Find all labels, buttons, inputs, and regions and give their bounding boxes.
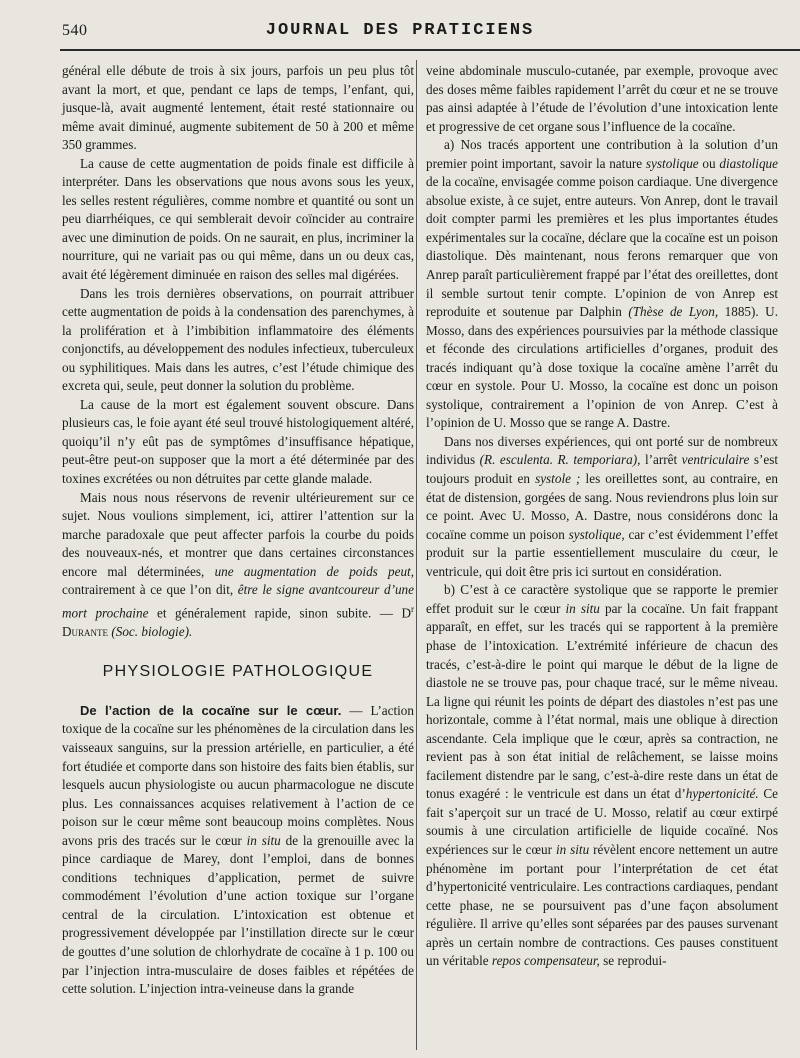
italic-text: ventriculaire [681,452,750,468]
text-run: par la cocaïne. Un fait frappant apparaît, en effet, sur les tracés qui se rapportent à la première phase de l’intoxication. L’extrémité inférieure de chacun des tracés, c’est-à-dire le point qui marque le début de la ligne de diastole ne se trouve pas, pour chaque tracé, sur le même niveau. La ligne qui réunit les points de départ des diastoles n’est pas une horizontale, comme à l’état normal, mais une oblique à direction ascendante. Cela implique que le cœur, après sa contraction, ne revient pas à son état initial de relâchement, se laisse moins facilement distendre par le sang, c’est-à-dire reste dans un état de tonus exagéré : le ventricule est dans un état d’ [426,600,778,802]
paragraph: veine abdominale musculo-cutanée, par exemple, provoque avec des doses même faibles rapidement l’arrêt du cœur et ne se trouve pas ainsi adaptée à l’étude de l’évolution d’une intoxication lente et progressive de cet organe sous l’influence de la cocaïne. [426,63,778,134]
paragraph: Dans les trois dernières observations, on pourrait attribuer cette augmentation de poids à la condensation des parenchymes, à la prolifération et à l’imbibition inflammatoire des éléments conjonctifs, au développement des nodules infectieux, tuberculeux ou syphilitiques. Mais dans les autres, c’est l’étude chimique des excreta qui, seule, peut donner la solution du problème. [62,285,414,394]
italic-text: in situ [555,841,590,857]
paragraph: général elle débute de trois à six jours, parfois un peu plus tôt avant la mort, et que, pendant ce laps de temps, l’enfant, qui, jusque-là, avait augmenté lentement, était resté stationnaire ou même avait diminué, augmente subitement de 50 à 200 et même 350 grammes. [62,63,414,153]
source-citation: (Soc. biologie). [111,623,193,639]
article-title: De l’action de la cocaïne sur le cœur. [80,702,342,718]
italic-text: une augmentation de poids peut, [214,563,415,579]
page-header [0,0,800,46]
paragraph [62,489,414,642]
text-run: car c’est évidemment l’effet produit sur la partie essentiellement musculaire du cœur, le ventricule, qui doit être pris ici surtout en considération. [426,526,778,579]
text-run: l’arrêt [640,452,682,468]
text-run: a) Nos tracés apportent une contribution à la solution d’un premier point important, savoir la nature [426,137,778,171]
right-column [426,62,778,971]
page-number: 540 [62,22,88,39]
text-run: — L’action toxique de la cocaïne sur les phénomènes de la circulation dans les vaisseaux sanguins, sur la pression artérielle, en particulier, a été fort étudiée et comporte dans son histoire des faits bien établis, sur lesquels aucun physiologiste ou aucun pharmacologue ne discute plus. Les connaissances acquises relativement à l’action de ce poison sur le cœur même sont beaucoup moins complètes. Nous avons pris des tracés sur le cœur [62,702,414,848]
text-run: Dans nos diverses expériences, qui ont porté sur de nombreux individus [426,433,778,468]
section-title: PHYSIOLOGIE PATHOLOGIQUE [102,663,374,681]
text-run: Mais nous nous réservons de revenir ultérieurement sur ce sujet. Nous voulions simplement, ici, attirer l’attention sur la marche paradoxale que peut affecter parfois la courbe du poids des nouveaux-nés, et montrer que dans certaines circonstances encore mal déterminées, [62,489,414,579]
paragraph: La cause de cette augmentation de poids finale est difficile à interpréter. Dans les observations que nous avons sous les yeux, les selles restent régulières, comme nombre et quantité ou sont un peu diarrhéiques, ce qui semblerait devoir coïncider au contraire avec une diminution de poids. On ne saurait, en plus, incriminer la nourriture, qui ne variait pas ou qui même, dans un ou deux cas, avait été légèrement diminuée en raison des selles mal digérées. [62,155,414,283]
text-run: s’est toujours produit en [426,452,778,487]
journal-title: JOURNAL DES PRATICIENS [265,21,535,40]
paragraph [426,136,778,433]
paragraph [62,702,414,999]
left-column [62,62,414,999]
header-rule [60,49,800,51]
italic-text: in situ [565,600,600,616]
italic-text: (R. esculenta. R. temporiara), [479,452,641,468]
text-run: les oreillettes sont, au contraire, en état de distension, gorgées de sang. Nous reviendrons plus loin sur ce point. Avec U. Mosso, A. Dastre, nous considérons donc la cocaïne comme un poison [426,471,778,542]
italic-text: systolique [645,155,699,171]
text-run: b) C’est à ce caractère systolique que se rapporte le premier effet produit sur le cœur [426,582,778,616]
italic-text: systolique, [568,526,625,542]
paragraph [426,433,778,581]
column-divider [416,60,417,1050]
italic-text: diastolique [719,155,778,171]
text-run: de la grenouille avec la pince cardiaque de Marey, dont l’emploi, dans de bonnes conditions techniques d’application, permet de suivre commodément l’évolution d’une action toxique sur l’organe central de la circulation. L’intoxication est obtenue et progressivement développée par l’instillation directe sur le cœur de gouttes d’une solution de chlorhydrate de cocaïne à 1 p. 100 ou par l’injection intra-musculaire de doses faibles et répétées de cette solution. L’injection intra-veineuse dans la grande [62,832,414,997]
italic-text: (Thèse de Lyon, [628,304,719,320]
text-run: 1885). U. Mosso, dans des expériences poursuivies par la méthode classique et féconde des circulations artificielles d’organes, produit des tracés indiquant qu’à dose toxique la cocaïne amène l’arrêt du cœur en systole. Pour U. Mosso, la cocaïne est donc un poison systolique, contrairement a l’opinion de von Anrep. C’est à l’opinion de U. Mosso que se range A. Dastre. [426,304,778,431]
italic-text: repos compensateur, [491,953,600,969]
text-run: de la cocaïne, envisagée comme poison cardiaque. Une divergence absolue existe, à ce sujet, entre auteurs. Von Anrep, dont le travail doit compter parmi les premières et les plus importantes études expérimentales sur la cocaïne, déclare que la cocaïne est un poison diastolique. Dès maintenant, nous ferons remarquer que von Anrep paraît particulièrement frappé par l’état des oreillettes, dont il semble surtout tenir compte. L’opinion de von Anrep est reproduite et soutenue par Dalphin [426,174,778,320]
superscript: r [411,603,415,614]
paragraph [426,581,778,970]
author-name: Durante [62,623,109,639]
italic-text: être le signe avantcoureur d’une mort prochaine [62,582,415,621]
text-run: ou [698,155,720,171]
italic-text: systole ; [535,471,581,487]
paragraph: La cause de la mort est également souvent obscure. Dans plusieurs cas, le foie ayant été seul trouvé histologiquement altéré, quoiqu’il n’y eût pas de symptômes d’insuffisance hépatique, peut-être peut-on supposer que la mort a été déterminée par des toxines excrétées ou non détruites par cette glande malade. [62,396,414,487]
text-run: révèlent encore nettement un autre phénomène im portant pour l’interprétation de cet état d’hypertonicité ventriculaire. Les contractions cardiaques, pendant cette phase, ne se poursuivent pas d’une façon absolument régulière. Il arrive qu’elles sont séparées par des pauses survenant après un certain nombre de contractions. Ces pauses constituent un véritable [426,841,778,969]
italic-text: in situ [246,832,281,848]
text-run: contrairement à ce que l’on dit, [62,582,238,598]
text-run: se reprodui- [599,953,667,969]
text-run: Ce fait s’aperçoit sur un tracé de U. Mosso, relatif au cœur extirpé soumis à une circulation artificielle de liquide cocaïné. Nos expériences sur le cœur [426,786,778,857]
text-run: et généralement rapide, sinon subite. — D [148,605,412,621]
italic-text: hypertonicité. [685,786,759,802]
